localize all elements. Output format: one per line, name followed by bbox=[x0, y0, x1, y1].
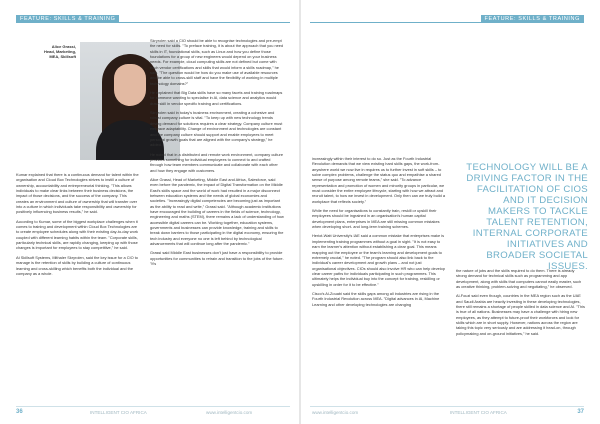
footer-page-number: 37 bbox=[577, 409, 584, 415]
paragraph: While the need for organisations to constantly train, reskill or upskill their employees should be ingrained in an organisation's human capital development plans, enterprises in MEA are still missing common mistakes when developing short- and long-term training schemes. bbox=[312, 208, 440, 230]
paragraph: He explained that Big Data skills have so many facets and training roadmaps for someone wanting to specialise in AI, data science and analytics would draw skill in vendor specific training and certifications. bbox=[150, 90, 283, 106]
right-column-2 bbox=[456, 268, 586, 340]
photo-caption bbox=[16, 44, 76, 59]
caption-name: Alice Grassi, bbox=[51, 44, 76, 49]
paragraph: According to Kumar, some of the biggest workplace challenges when it comes to training and development within Cloud Box Technologies are to create employee schedules along with their existing day-to-day work coupled with different learning habits within the team. "Corporate skills, particularly technical skills, are rapidly changing, keeping up with those changes is important for employees to stay competitive," he said. bbox=[16, 218, 138, 251]
paragraph: At Skillsoft Systems, Mithaler Skryrolen, said the key issue for a CIO to manage is the retention of skills by building a culture of continuous learning and cross-skilling which benefits both the individual and the company as a whole. bbox=[16, 254, 138, 276]
footer-url: www.intelligentcio.com bbox=[312, 410, 359, 415]
paragraph: Cisco's Al-Zouabi said the skills gaps among all industries are rising in the Fourth Industrial Revolution across MEA. "Digital advances in AI, Machine Learning and other developing technologies are changing bbox=[312, 290, 440, 307]
section-tag: FEATURE: SKILLS & TRAINING bbox=[16, 15, 119, 23]
paragraph: Grassi said Middle East businesses don't just have a responsibility to provide opportunities for communities to retrain and transition to the jobs of the future. "It's bbox=[150, 250, 284, 267]
left-column-2 bbox=[150, 38, 284, 270]
paragraph: Skryrolen said in today's business environment, creating a cohesive and robust company culture is vital. "To keep up with new technology trends driving demand for solutions requires a clear strategy. Company culture must embrace adaptability. Change of environment and technologies are constant and the company culture should support and enable employees to meet personal growth goals that are aligned with the company's strategy," he added. bbox=[150, 110, 283, 148]
paragraph: Alice Grassi, Head of Marketing, Middle East and Africa, Salesforce, said even before the pandemic, the impact of Digital Transformation on the Middle East's skills space and the world of work had resulted in a major disconnect between education systems and the needs of global economies and societies. "Increasingly digital competencies are becoming just as important as the ability to read and write," Grassi said. "Although academic institutions have encouraged the building of careers in the fields of science, technology, engineering and maths (STEM), there remains a lack of understanding of how accessible digital careers can be. Working together, education systems, governments and businesses can provide knowledge, training and skills to break down barriers to those participating in the digital economy, ensuring the tech industry and everyone no one is left behind by technological advancements that will continue long after the pandemic." bbox=[150, 176, 284, 247]
paragraph: Heriot-Watt University's IAE said a common mistake that enterprises make is implementing training programmes without a goal in sight. "It is not easy to earn the learner's attention without establishing a clear goal. This means mapping out the employee or the team's learning and development goals to extremely crucial," he noted. "The program should also link back to the individual's career development and growth plans – and not just organisational objectives. CIOs should also involve HR who can help develop clear career paths for individuals participating in such programmes. This ultimately helps the individual buy into the concept for training, reskilling or upskilling in order for it to be effective." bbox=[312, 233, 446, 287]
pull-quote: TECHNOLOGY WILL BE A DRIVING FACTOR IN THE FACILITATION OF CIOS AND IT DECISION MAKERS TO TACKLE TALENT RETENTION, INTERNAL CORPORATE INITIATIVES AND BROADER SOCIETAL ISSUES. bbox=[466, 162, 588, 272]
header-rule bbox=[310, 22, 584, 23]
right-column-1 bbox=[312, 156, 446, 311]
footer-publication: INTELLIGENT CIO AFRICA bbox=[90, 410, 147, 415]
paragraph: He noted that in a distributed and remote work environment, company culture provides something for individual employees to connect to and crafted through how team members communicate and collaborate with each other and how they engage with customers. bbox=[150, 151, 284, 173]
footer-rule bbox=[310, 406, 584, 407]
paragraph: the nature of jobs and the skills required to do them. There is already strong demand for technical skills such as programming and app development, along with skills that computers cannot easily master, such as creative thinking, problem-solving and negotiating," he observed. bbox=[456, 268, 582, 290]
footer-publication: INTELLIGENT CIO AFRICA bbox=[450, 410, 507, 415]
paragraph: increasingly within their interest to do so. Just as the Fourth Industrial Revolution demands that we view existing hard skills gaps, the work-from-anywhere world we now live in requires us to further invest in soft skills – to solve complex problems, challenge the status quo and empathise a shared sense of purpose among remote teams," she said. "To advance representation and promotion of women and minority groups in particular, we must consider the entire employee lifecycle, starting with how we attract and recruit talent, to how we invest in development. Only then can we truly build a workplace that reflects society." bbox=[312, 156, 445, 204]
caption-role: Head, Marketing, bbox=[43, 49, 76, 54]
footer-page-number: 36 bbox=[16, 409, 23, 415]
footer-rule bbox=[16, 406, 290, 407]
header-rule bbox=[16, 22, 290, 23]
caption-company: MEA, Skillsoft bbox=[49, 54, 76, 59]
left-column-1 bbox=[16, 172, 140, 280]
paragraph: Kumar explained that there is a continuous demand for talent within the organisation and Cloud Box Technologies strives to instill a culture of ownership, accountability and entrepreneurial thinking. "This allows individuals to make clear links between their business decisions, the impact of those decisions, and the success of the company. This creates an environment and culture of ownership that will transfer over into a culture in which individuals take responsibility and ownership for positively influencing business results," he said. bbox=[16, 172, 139, 215]
right-page bbox=[300, 0, 600, 424]
section-tag: FEATURE: SKILLS & TRAINING bbox=[481, 15, 584, 23]
portrait-face bbox=[114, 64, 146, 106]
footer-url: www.intelligentcio.com bbox=[206, 410, 253, 415]
paragraph: Skryrolen said a CIO should be able to recognise technologies and pre-empt the need for skills. "To preface training, it is about the approach that you need skills in IT, foundational skills, such as Linux and how you define those foundations for a group of new engineers would depend on your business needs. For example, cloud computing skills are not defined but come with each vendor certifications and skills that would inform a skills roadmap," he said. "The question would be how do you make use of available resources and be able to cross-skill staff and have the flexibility of working in multiple technology domains?" bbox=[150, 38, 284, 86]
paragraph: Al-Fouzi said even though, countries in the MEA region such as the UAE and Saudi Arabia are heavily investing in these developing technologies, there still remains a shortage of people skilled in data science and AI. "This is true of all nations. Businesses may have a challenge with hiring new employees, as they attempt to future-proof their workforces and look for skills which are in short supply. However, nations across the region are taking this topic very seriously and are addressing it head-on, through policymaking and on-ground initiatives," he said. bbox=[456, 293, 585, 336]
